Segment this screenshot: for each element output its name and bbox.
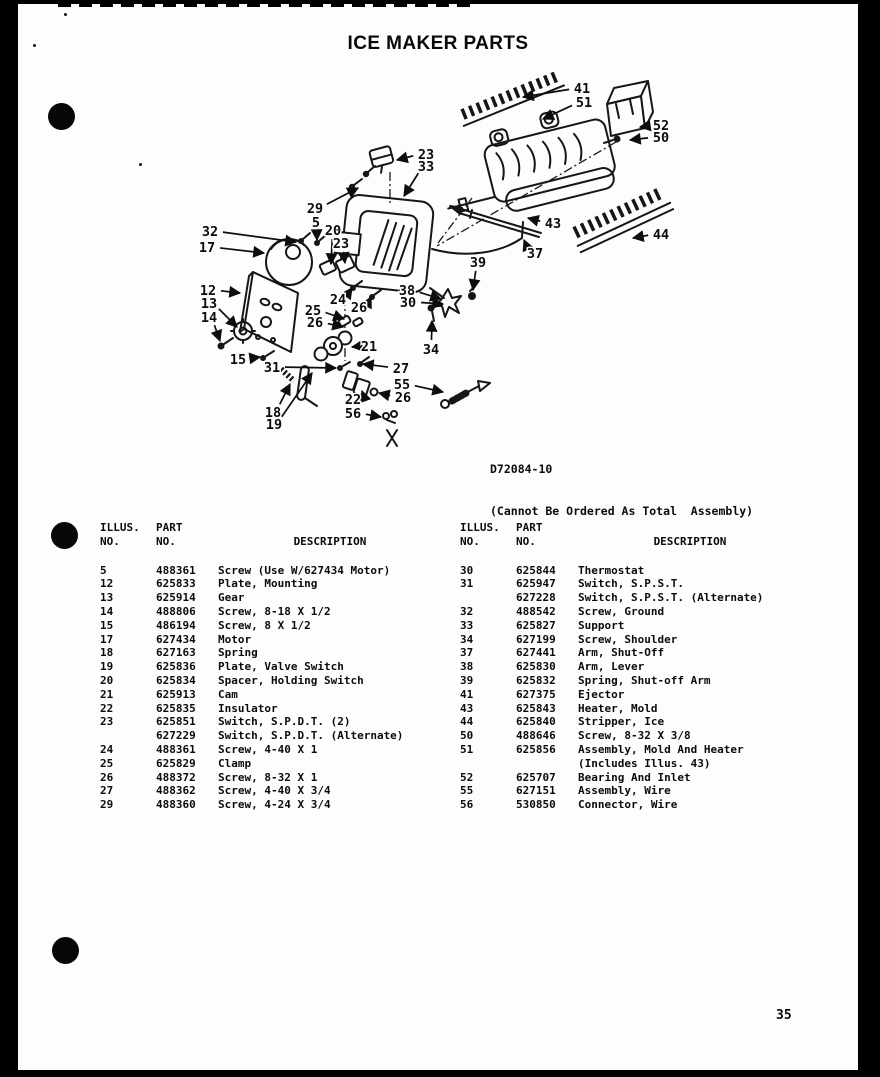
diagram-note: (Cannot Be Ordered As Total Assembly) [490,504,754,518]
callout-24: 24 [329,292,347,308]
ejector-comb-shape [460,75,564,126]
description: Ejector [578,687,625,701]
part-no: 625844 [516,563,556,577]
scan-speck [139,163,142,166]
illus-no: 56 [460,798,474,812]
screw-shape [428,305,435,312]
callout-layer [199,81,669,433]
callout-38: 38 [398,283,416,299]
spring-shape [468,292,476,300]
cam-shape [315,332,352,361]
callout-23: 23 [332,236,350,252]
connector-shape [383,413,389,419]
header-description: DESCRIPTION [653,534,727,548]
part-no: 488646 [516,729,556,743]
illus-no: 17 [100,632,114,646]
description: Assembly, Mold And Heater [578,742,744,756]
illus-no: 37 [460,646,474,660]
description: Plate, Valve Switch [218,660,344,674]
illus-no: 29 [100,798,114,812]
callout-leader-arrow [366,414,381,417]
part-no: 625829 [156,756,196,770]
callout-leader-arrow [285,367,336,368]
description: Screw, 8 X 1/2 [218,618,311,632]
part-no: 627441 [516,646,556,660]
callout-43: 43 [544,216,562,232]
description: Screw, 8-32 X 3/8 [578,729,691,743]
spring-shape [281,369,294,381]
illus-no: 5 [100,563,107,577]
illus-no: 32 [460,604,474,618]
callout-leader-arrow [362,391,363,393]
description: Assembly, Wire [578,784,671,798]
parts-table-header [460,521,802,549]
callout-leader-arrow [431,321,432,340]
illus-no: 34 [460,632,474,646]
part-no [516,757,578,771]
callout-13: 13 [200,296,218,312]
illus-no: 27 [100,784,114,798]
description: Support [578,618,625,632]
description: Screw, 4-40 X 1 [218,742,318,756]
callout-leader-arrow [219,309,237,327]
illus-no: 44 [460,715,474,729]
callout-15: 15 [229,352,247,368]
description: Arm, Lever [578,660,645,674]
description: Heater, Mold [578,701,658,715]
callout-leader-arrow [404,173,418,196]
part-no: 627199 [516,632,556,646]
callout-leader-arrow [220,248,264,253]
callout-leader-arrow [325,313,344,319]
callout-21: 21 [360,339,378,355]
illus-no: 25 [100,756,114,770]
callout-leader-arrow [528,218,540,221]
description: Screw (Use W/627434 Motor) [218,563,391,577]
ice-maker-exploded-diagram [170,70,700,480]
header-part-no: NO. [156,534,176,548]
document-page [18,4,858,1070]
callout-22: 22 [344,392,362,408]
callout-26: 26 [306,315,324,331]
part-no: 530850 [516,798,556,812]
part-no: 625856 [516,742,556,756]
part-no: 625913 [156,687,196,701]
shutoff-arm-shape [432,222,523,254]
switch-shape [369,146,395,175]
part-no: 625851 [156,715,196,729]
header-illus-no: NO. [460,534,480,548]
description: Screw, Shoulder [578,632,678,646]
callout-39: 39 [469,255,487,271]
description: Screw, Ground [578,604,665,618]
callout-leader-arrow [633,235,648,238]
part-no: 488361 [156,742,196,756]
illus-no: 13 [100,591,114,605]
callout-26: 26 [394,390,412,406]
description: Insulator [218,701,278,715]
description: Spring, Shut-off Arm [578,673,711,687]
callout-27: 27 [392,361,410,377]
part-no: 627151 [516,784,556,798]
callout-44: 44 [652,227,670,243]
illus-no: 12 [100,577,114,591]
callout-leader-arrow [348,288,352,293]
callout-leader-arrow [379,393,390,396]
illus-no: 26 [100,770,114,784]
bearing-inlet-shape [607,81,653,136]
illus-no: 50 [460,729,474,743]
illus-no: 14 [100,604,114,618]
wire-assembly-shape [441,381,490,408]
part-no: 625947 [516,577,556,591]
part-no: 625830 [516,660,556,674]
description: Screw, 4-24 X 3/4 [218,798,331,812]
callout-18: 18 [264,405,282,421]
callout-52: 52 [652,118,670,134]
illus-no: 31 [460,577,474,591]
description: Arm, Shut-Off [578,646,665,660]
part-no: 625914 [156,591,196,605]
illus-no: 41 [460,687,474,701]
scan-speck [64,13,67,16]
callout-32: 32 [201,224,219,240]
callout-14: 14 [200,310,218,326]
illus-no: 30 [460,563,474,577]
callout-leader-arrow [251,357,260,358]
part-no: 625836 [156,660,196,674]
callout-leader-arrow [630,138,648,140]
part-no: 488361 [156,563,196,577]
callout-25: 25 [304,303,322,319]
callout-12: 12 [199,283,217,299]
part-no: 625840 [516,715,556,729]
description: Screw, 8-32 X 1 [218,770,318,784]
binding-hole-middle [51,522,78,549]
callout-33: 33 [417,159,435,175]
description: Switch, S.P.D.T. (2) [218,715,351,729]
callout-30: 30 [399,295,417,311]
description: Switch, S.P.D.T. (Alternate) [218,729,404,743]
callout-23: 23 [417,147,435,163]
part-no: 625707 [516,770,556,784]
illus-no: 38 [460,660,474,674]
description: Screw, 4-40 X 3/4 [218,784,331,798]
part-no: 488542 [516,604,556,618]
heater-rod-shape [450,206,541,237]
description: Bearing And Inlet [578,770,691,784]
part-no: 627163 [156,646,196,660]
callout-50: 50 [652,130,670,146]
illus-no: 20 [100,673,114,687]
description: Connector, Wire [578,798,678,812]
binding-hole-bottom [52,937,79,964]
callout-leader-arrow [397,156,413,160]
illus-no [460,591,516,605]
illus-no: 23 [100,715,114,729]
parts-table-left [100,521,442,812]
description: Spring [218,646,258,660]
callout-51: 51 [575,95,593,111]
parts-table-header [100,521,442,549]
callout-20: 20 [324,223,342,239]
scan-edge-artifact [58,4,478,7]
callout-56: 56 [344,406,362,422]
callout-leader-arrow [640,126,648,127]
callout-leader-arrow [282,373,312,417]
callout-37: 37 [526,246,544,262]
part-no: 625834 [156,673,196,687]
description: (Includes Illus. 43) [578,756,711,770]
callout-leader-arrow [421,303,443,304]
callout-leader-arrow [363,364,388,367]
description: Cam [218,687,238,701]
callout-26: 26 [350,300,368,316]
binding-hole-top [48,103,75,130]
header-part: PART [516,521,543,534]
callout-leader-arrow [415,386,443,392]
spacer-switch-shape [319,252,355,280]
illus-no: 22 [100,701,114,715]
description: Switch, S.P.S.T. (Alternate) [578,591,764,605]
illus-no: 15 [100,618,114,632]
screw-shape [614,136,621,143]
callout-19: 19 [265,417,283,433]
parts-rows-left [100,564,442,812]
illus-no: 18 [100,646,114,660]
part-no: 627434 [156,632,196,646]
illus-no [460,757,516,771]
callout-29: 29 [306,201,324,217]
callout-leader-arrow [221,291,240,293]
valve-plate-shape [297,366,310,401]
header-illus-no: NO. [100,534,120,548]
parts-rows-right [460,564,802,812]
callout-34: 34 [422,342,440,358]
description: Stripper, Ice [578,715,665,729]
callout-leader-arrow [280,384,290,404]
callout-leader-arrow [214,325,220,341]
description: Thermostat [578,563,645,577]
part-no: 625835 [156,701,196,715]
page-number: 35 [776,1008,792,1023]
callout-17: 17 [198,240,216,256]
callout-leader-arrow [223,232,296,242]
part-no: 625832 [516,673,556,687]
illus-no: 24 [100,742,114,756]
illus-no [100,729,156,743]
parts-table-right [460,521,802,812]
diagram-model-number: D72084-10 [490,462,553,476]
part-no: 625827 [516,618,556,632]
illus-no: 39 [460,673,474,687]
stripper-comb-shape [572,191,673,252]
header-illus: ILLUS. [460,521,500,534]
callout-55: 55 [393,377,411,393]
illus-no: 33 [460,618,474,632]
illus-no: 55 [460,784,474,798]
header-part: PART [156,521,183,534]
illus-no: 52 [460,770,474,784]
part-no: 488372 [156,770,196,784]
illus-no: 21 [100,687,114,701]
callout-5: 5 [311,215,321,231]
illus-no: 19 [100,660,114,674]
page-title: ICE MAKER PARTS [347,33,529,54]
description: Clamp [218,756,252,770]
callout-31: 31 [263,360,281,376]
part-no: 627375 [516,687,556,701]
part-no: 488806 [156,604,196,618]
part-no: 627228 [516,591,556,605]
part-no: 488362 [156,784,196,798]
description: Plate, Mounting [218,577,318,591]
description: Gear [218,591,245,605]
part-no: 486194 [156,618,196,632]
callout-leader-arrow [523,89,569,97]
header-illus: ILLUS. [100,521,140,534]
part-no: 625833 [156,577,196,591]
part-no: 488360 [156,798,196,812]
callout-41: 41 [573,81,591,97]
description: Switch, S.P.S.T. [578,577,684,591]
header-description: DESCRIPTION [293,534,367,548]
illus-no: 51 [460,742,474,756]
header-part-no: NO. [516,534,536,548]
description: Screw, 8-18 X 1/2 [218,604,331,618]
part-no: 627229 [156,729,196,743]
description: Spacer, Holding Switch [218,673,364,687]
description: Motor [218,632,252,646]
part-no: 625843 [516,701,556,715]
illus-no: 43 [460,701,474,715]
